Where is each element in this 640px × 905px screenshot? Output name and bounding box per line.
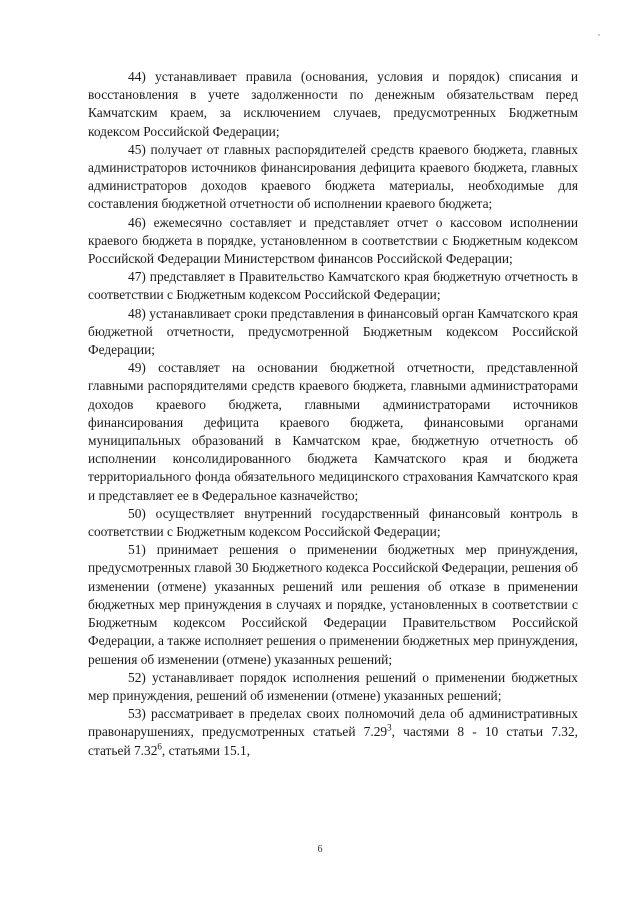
paragraph-44: 44) устанавливает правила (основания, условия и порядок) списания и восстановления в учете задолженности по денежным обязательствам перед Камчатским краем, за исключением случаев, предусмотренных Бюджетным кодексом Российской Федерации; bbox=[88, 69, 578, 139]
paragraph-50: 50) осуществляет внутренний государственный финансовый контроль в соответствии с Бюджетным кодексом Российской Федерации; bbox=[88, 505, 578, 540]
paragraph-49: 49) составляет на основании бюджетной отчетности, представленной главными распорядителями средств краевого бюджета, главными администраторами доходов краевого бюджета, главными администраторами источников финансирования дефицита краевого бюджета, финансовыми органами муниципальных образований в Камчатском крае, бюджетную отчетность об исполнении консолидированного бюджета Камчатского края и бюджета территориального фонда обязательного медицинского страхования Камчатского края и представляет ее в Федеральное казначейство; bbox=[88, 360, 578, 503]
paragraph-53-text-a: 53) рассматривает в пределах своих полномочий дела об административных правонарушениях, предусмотренных статьей 7.29 bbox=[88, 706, 578, 740]
superscript-6: 6 bbox=[157, 741, 162, 752]
paragraph-47: 47) представляет в Правительство Камчатского края бюджетную отчетность в соответствии с Бюджетным кодексом Российской Федерации; bbox=[88, 269, 578, 303]
superscript-3: 3 bbox=[387, 722, 392, 733]
paragraph-52: 52) устанавливает порядок исполнения решений о применении бюджетных мер принуждения, решений об изменении (отмене) указанных решений; bbox=[88, 669, 578, 703]
page-number: 6 bbox=[317, 844, 323, 855]
paragraph-48: 48) устанавливает сроки представления в финансовый орган Камчатского края бюджетной отчетности, предусмотренной Бюджетным кодексом Российской Федерации; bbox=[88, 305, 578, 358]
paragraph-45: 45) получает от главных распорядителей средств краевого бюджета, главных администраторов источников финансирования дефицита краевого бюджета, главных администраторов доходов краевого бюджета материалы, необходимые для составления бюджетной отчетности об исполнении краевого бюджета; bbox=[88, 141, 578, 212]
paragraph-53-text-b: , частями 8 - 10 статьи 7.32, статьей 7.32 bbox=[88, 724, 578, 758]
paragraph-53 bbox=[88, 705, 578, 760]
paragraph-53-text-c: , статьями 15.1, bbox=[161, 742, 251, 758]
scan-speck bbox=[598, 34, 600, 36]
document-body bbox=[88, 68, 578, 760]
paragraph-51: 51) принимает решения о применении бюджетных мер принуждения, предусмотренных главой 30 Бюджетного кодекса Российской Федерации, решения об изменении (отмене) указанных решений или решения об отказе в применении бюджетных мер принуждения в случаях и порядке, установленных в соответствии с Бюджетным кодексом Российской Федерации Правительством Российской Федерации, а также исполняет решения о применении бюджетных мер принуждения, решения об изменении (отмене) указанных решений; bbox=[88, 542, 578, 667]
paragraph-46: 46) ежемесячно составляет и представляет отчет о кассовом исполнении краевого бюджета в порядке, установленном в соответствии с Бюджетным кодексом Российской Федерации Министерством финансов Российской Федерации; bbox=[88, 214, 578, 267]
